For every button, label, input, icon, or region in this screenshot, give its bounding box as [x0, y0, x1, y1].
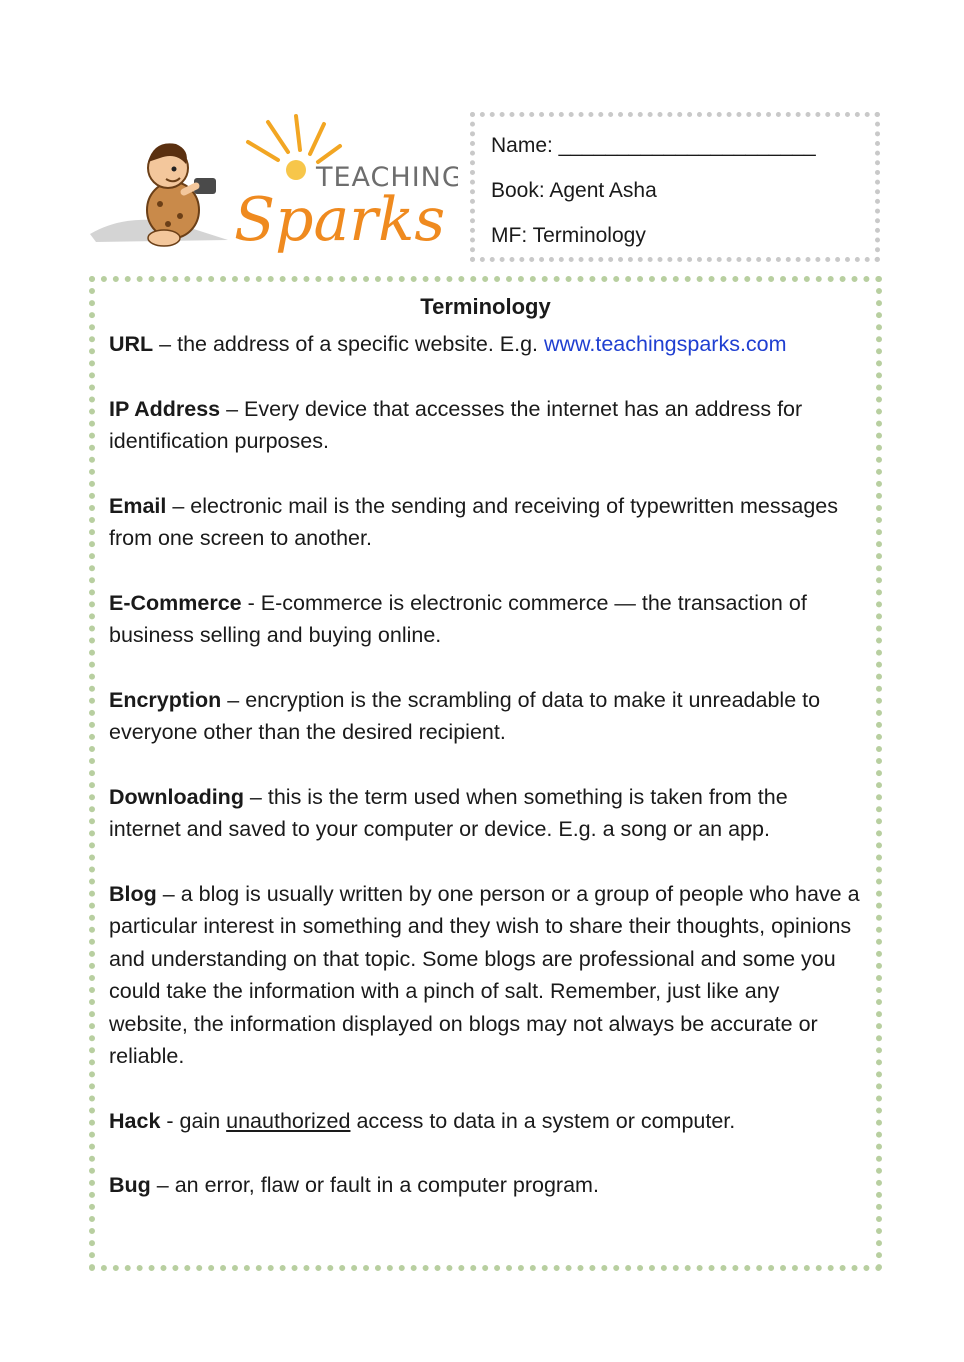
- logo-graphic: [88, 112, 458, 262]
- brand-line2: Sparks: [234, 185, 446, 255]
- term-encryption: Encryption – encryption is the scrambling of data to make it unreadable to everyone other than the desired recipient.: [109, 687, 821, 744]
- term-name: Bug: [109, 1173, 151, 1197]
- term-url: URL – the address of a specific website. E.g. www.teachingsparks.com: [109, 332, 787, 356]
- term-downloading: Downloading – this is the term used when something is taken from the internet and saved to your computer or device. E.g. a song or an app.: [109, 784, 788, 841]
- term-name: Encryption: [109, 687, 222, 712]
- term-e-commerce: E-Commerce - E-commerce is electronic commerce — the transaction of business selling and buying online.: [109, 590, 807, 647]
- teaching-sparks-logo: [88, 112, 458, 262]
- student-info-box: [470, 112, 880, 262]
- term-hack: Hack - gain unauthorized access to data in a system or computer.: [109, 1108, 736, 1133]
- term-email: Email – electronic mail is the sending and receiving of typewritten messages from one screen to another.: [109, 493, 839, 550]
- term-name: IP Address: [109, 396, 221, 421]
- book-label: Book: Agent Asha: [491, 179, 657, 202]
- term-name: Downloading: [109, 784, 244, 809]
- term-bug: Bug – an error, flaw or fault in a computer program.: [109, 1173, 599, 1197]
- teachingsparks-link[interactable]: www.teachingsparks.com: [543, 332, 787, 356]
- term-ip-address: IP Address – Every device that accesses the internet has an address for identification purposes.: [109, 396, 803, 453]
- terminology-box: [89, 276, 882, 1271]
- underlined-word: unauthorized: [226, 1108, 351, 1133]
- page-title: Terminology: [420, 294, 551, 319]
- term-name: E-Commerce: [109, 590, 242, 615]
- brand-line1: TEACHING: [316, 162, 458, 193]
- term-blog: Blog – a blog is usually written by one person or a group of people who have a particular interest in something and they wish to share their thoughts, opinions and understanding on that topic. Some blogs are professional and some you could take the information with a pinch of salt. Remember, just like any website, the information displayed on blogs may not always be accurate or reliable.: [109, 881, 860, 1068]
- term-name: Blog: [109, 881, 157, 906]
- term-name: Email: [109, 493, 167, 518]
- mf-label: MF: Terminology: [491, 224, 646, 247]
- term-name: Hack: [109, 1108, 161, 1133]
- name-field[interactable]: Name: ______________________: [491, 134, 816, 157]
- term-name: URL: [109, 332, 154, 356]
